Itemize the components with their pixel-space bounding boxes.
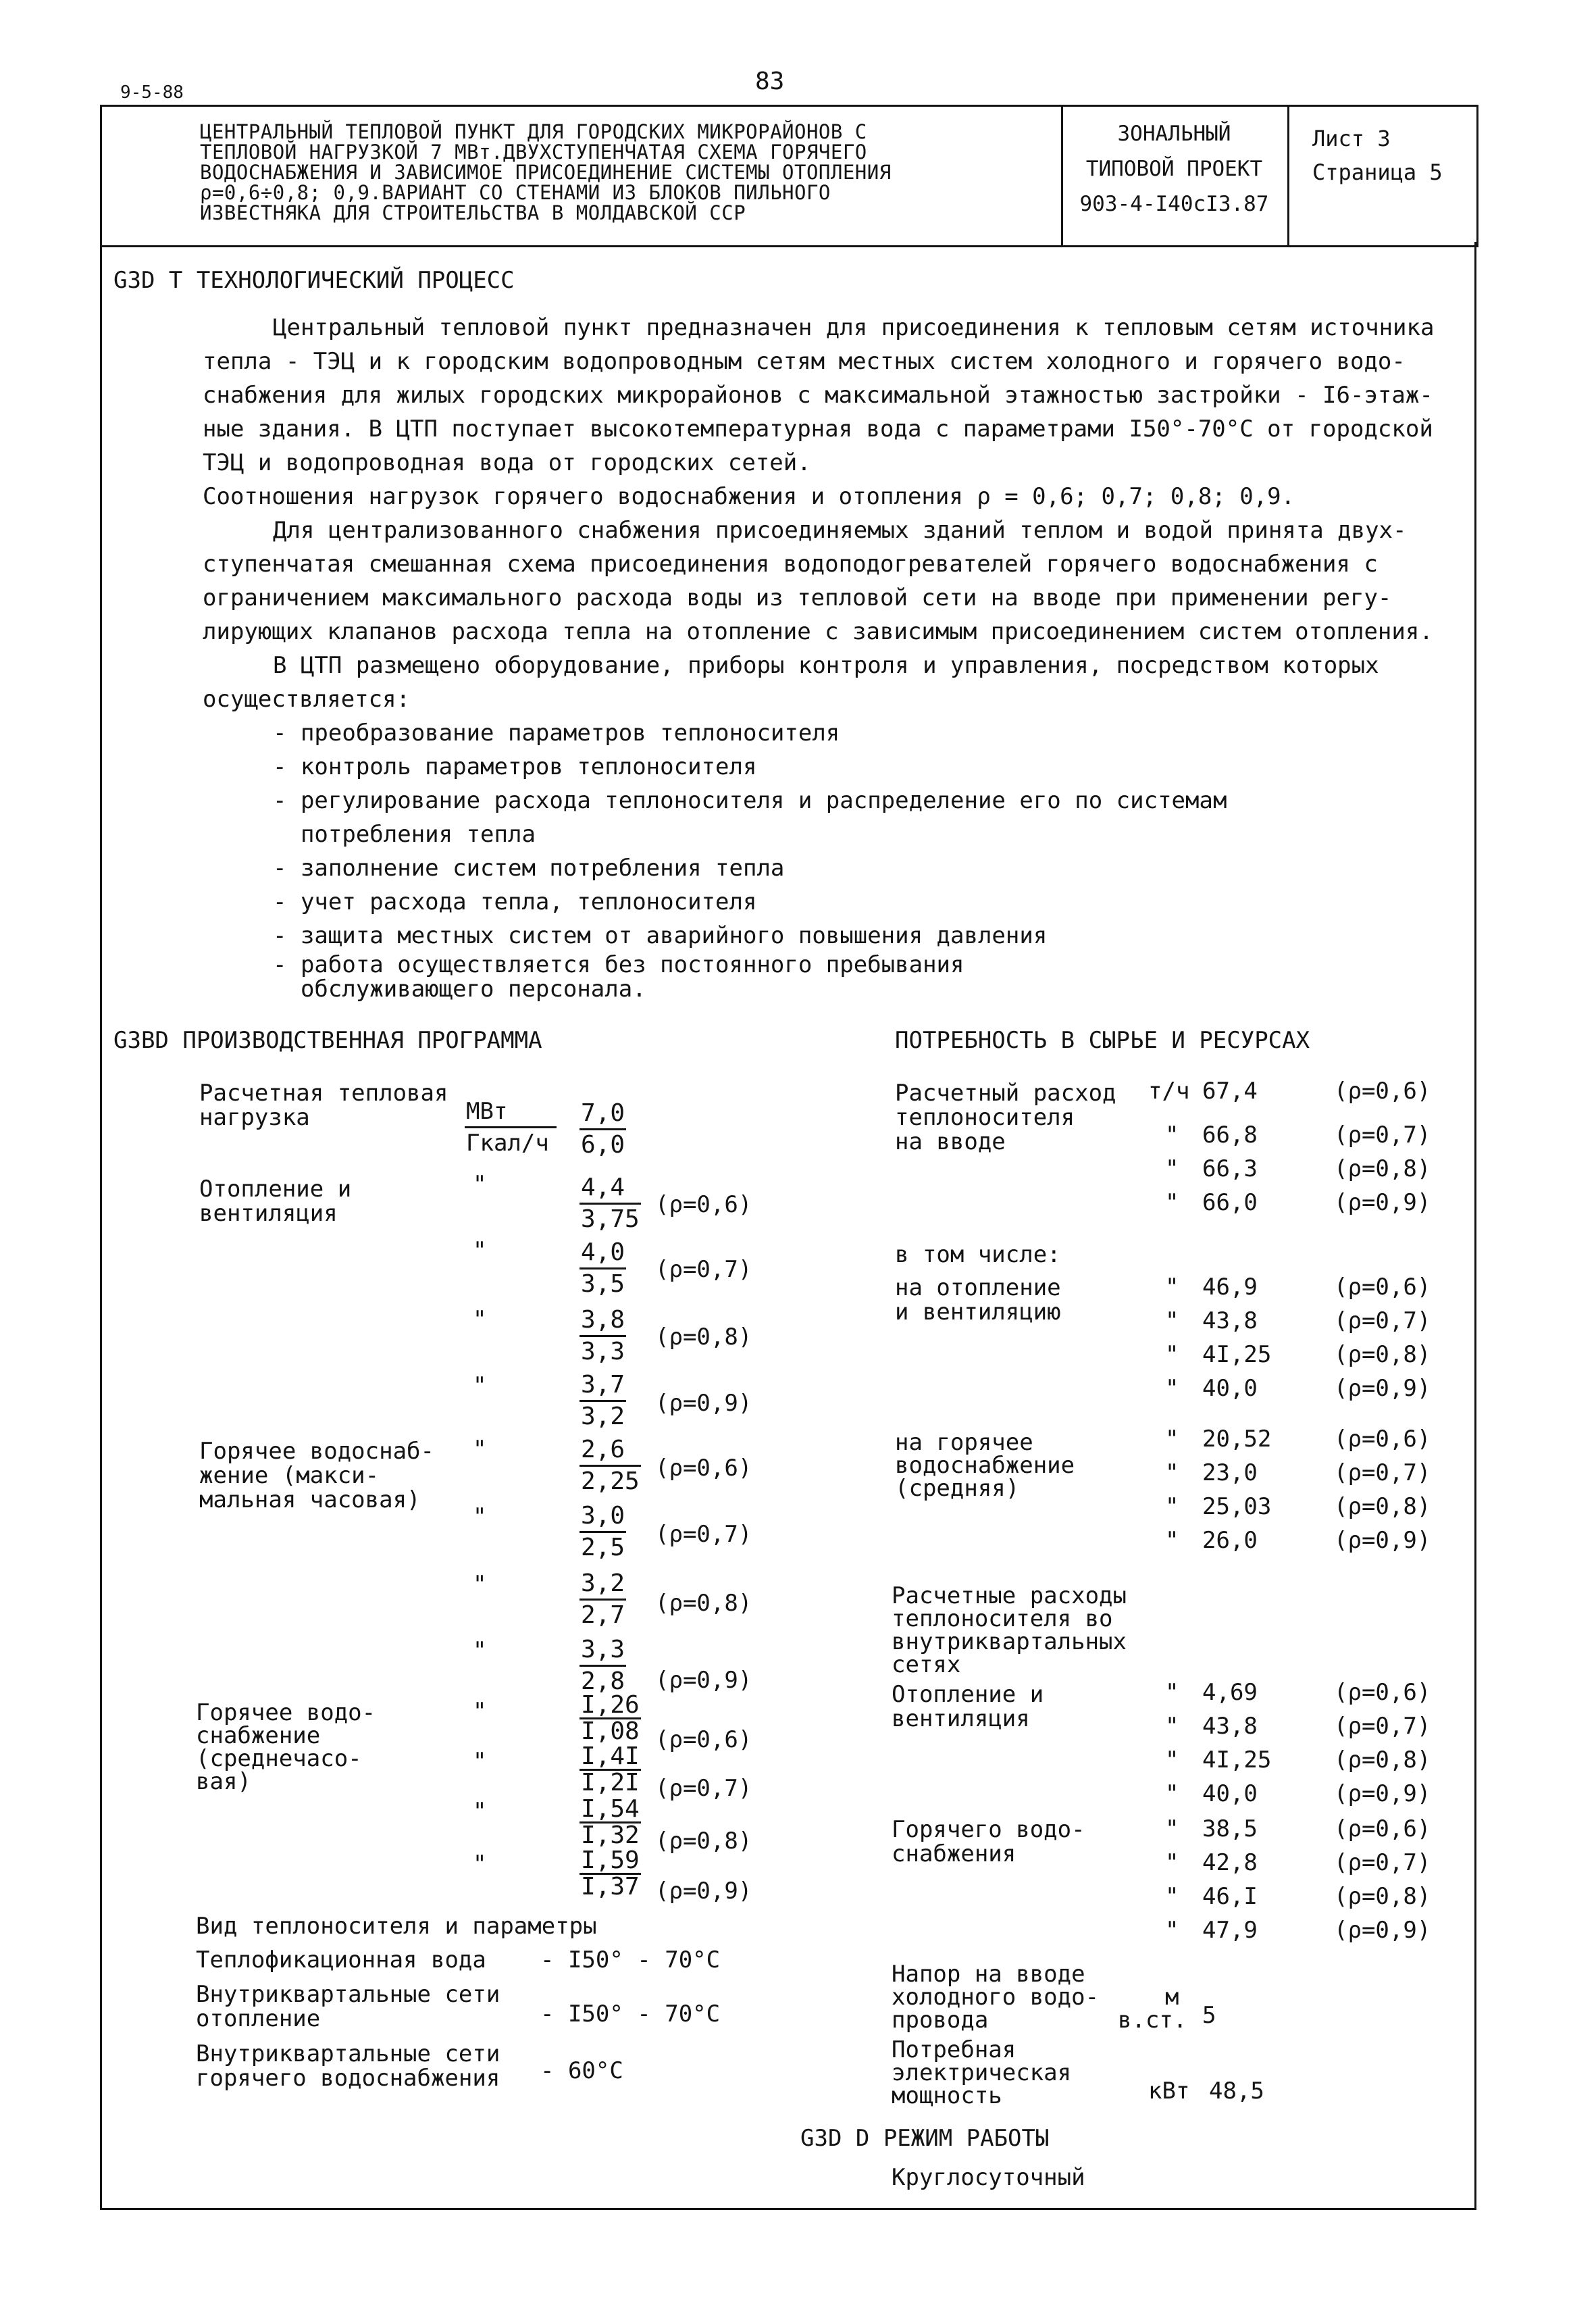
title-block — [100, 105, 1478, 247]
page-label: Страница 5 — [1312, 159, 1443, 185]
paragraph-line: тепла - ТЭЦ и к городским водопроводным сетям местных систем холодного и горячего водо- — [203, 348, 1406, 375]
rho-label: (ρ=0,7) — [655, 1256, 752, 1283]
carrier-heading: Вид теплоносителя и параметры — [196, 1913, 597, 1940]
bullet-item: - защита местных систем от аварийного повышения давления — [273, 922, 1048, 949]
bottom-line — [100, 2208, 1476, 2210]
hot-water-avg-fraction: $\frac{I,4I}{I,2I}$ — [581, 1742, 640, 1796]
paragraph-line: лирующих клапанов расхода тепла на отопление с зависимым присоединением систем отопления. — [203, 618, 1433, 645]
rho-label: (ρ=0,9) — [1334, 1375, 1431, 1402]
including-label: в том числе: — [895, 1241, 1061, 1268]
ditto-mark: " — [473, 1571, 487, 1598]
carrier-value: - 60°С — [540, 2057, 623, 2084]
paragraph-line: ступенчатая смешанная схема присоединения водоподогревателей горячего водоснабжения с — [203, 551, 1378, 578]
section-heading: G3BD ПРОИЗВОДСТВЕННАЯ ПРОГРАММА — [113, 1027, 542, 1054]
paragraph-line: ограничением максимального расхода воды из тепловой сети на вводе при применении регу- — [203, 584, 1392, 611]
value: 4I,25 — [1202, 1746, 1272, 1774]
ditto-mark: " — [1165, 1849, 1179, 1876]
margin-line — [100, 242, 102, 2208]
carrier-label: Внутриквартальные сети горячего водоснабжения — [196, 2040, 500, 2092]
ditto-mark: " — [473, 1237, 487, 1264]
title-line: ИЗВЕСТНЯКА ДЛЯ СТРОИТЕЛЬСТВА В МОЛДАВСКОЙ ССР — [200, 201, 746, 224]
bullet-item: - работа осуществляется без постоянного пребывания — [273, 951, 964, 978]
value: 42,8 — [1202, 1849, 1258, 1876]
rho-label: (ρ=0,7) — [1334, 1713, 1431, 1740]
heating-fraction: $\frac{4,4}{3,75}$ — [581, 1174, 640, 1233]
paragraph-line: В ЦТП размещено оборудование, приборы контроля и управления, посредством которых — [273, 652, 1379, 679]
ditto-mark: " — [1165, 1274, 1179, 1301]
district-heat-label: Отопление и вентиляция — [892, 1681, 1044, 1732]
section-heading: G3D D РЕЖИМ РАБОТЫ — [800, 2125, 1050, 2152]
rho-label: (ρ=0,6) — [1334, 1426, 1431, 1453]
hot-water-max-fraction: $\frac{3,3}{2,8}$ — [581, 1636, 625, 1695]
power-unit: кВт — [1148, 2078, 1190, 2105]
ditto-mark: " — [1165, 1713, 1179, 1740]
bullet-item: - контроль параметров теплоносителя — [273, 753, 757, 780]
unit-underline — [465, 1126, 557, 1128]
rho-label: (ρ=0,7) — [1334, 1307, 1431, 1334]
document-code: 9-5-88 — [120, 82, 184, 103]
hot-water-label: на горячее водоснабжение (средняя) — [895, 1429, 1075, 1502]
rho-label: (ρ=0,7) — [1334, 1849, 1431, 1876]
ditto-mark: " — [473, 1698, 487, 1725]
bullet-item: - преобразование параметров теплоносителя — [273, 720, 840, 747]
ditto-mark: " — [1165, 1375, 1179, 1402]
page-number: 83 — [755, 68, 785, 95]
district-flow-label: Расчетные расходы теплоносителя во внутриквартальных сетях — [892, 1582, 1127, 1678]
value: 47,9 — [1202, 1917, 1258, 1944]
unit-mw: МВт — [466, 1098, 508, 1125]
ditto-mark: " — [1165, 1122, 1179, 1149]
ditto-mark: " — [1165, 1426, 1179, 1453]
hot-water-max-fraction: $\frac{3,2}{2,7}$ — [581, 1569, 625, 1629]
rho-label: (ρ=0,6) — [1334, 1679, 1431, 1706]
ditto-mark: " — [1165, 1883, 1179, 1910]
carrier-label: Внутриквартальные сети отопление — [196, 1981, 500, 2032]
ditto-mark: " — [1165, 1307, 1179, 1334]
ditto-mark: " — [1165, 1459, 1179, 1486]
sheet-number: Лист 3 — [1312, 126, 1391, 151]
bullet-item: обслуживающего персонала. — [273, 976, 646, 1003]
ditto-mark: " — [473, 1372, 487, 1399]
ditto-mark: " — [1165, 1527, 1179, 1554]
ditto-mark: " — [1165, 1815, 1179, 1842]
heating-label: Отопление и вентиляция — [199, 1176, 352, 1227]
value: 43,8 — [1202, 1713, 1258, 1740]
hot-water-avg-fraction: $\frac{I,54}{I,32}$ — [581, 1795, 640, 1849]
rho-label: (ρ=0,6) — [1334, 1274, 1431, 1301]
title-line: ТЕПЛОВОЙ НАГРУЗКОЙ 7 МВт.ДВУХСТУПЕНЧАТАЯ СХЕМА ГОРЯЧЕГО — [200, 141, 867, 164]
heat-label: на отопление и вентиляцию — [895, 1274, 1061, 1326]
rho-label: (ρ=0,6) — [1334, 1078, 1431, 1105]
rho-label: (ρ=0,6) — [655, 1455, 752, 1482]
rho-label: (ρ=0,7) — [1334, 1122, 1431, 1149]
rho-label: (ρ=0,6) — [655, 1191, 752, 1218]
bullet-item: потребления тепла — [273, 821, 536, 848]
ditto-mark: " — [1165, 1780, 1179, 1807]
district-hot-water-label: Горячего водо- снабжения — [892, 1816, 1085, 1867]
flow-unit: т/ч — [1148, 1078, 1190, 1105]
paragraph-line: ные здания. В ЦТП поступает высокотемпературная вода с параметрами I50°-70°С от городской — [203, 416, 1433, 443]
value: 25,03 — [1202, 1493, 1272, 1520]
ditto-mark: " — [1165, 1155, 1179, 1182]
rho-label: (ρ=0,9) — [655, 1667, 752, 1694]
project-line: ТИПОВОЙ ПРОЕКТ — [1085, 157, 1263, 181]
paragraph-line: Для централизованного снабжения присоединяемых зданий теплом и водой принята двух- — [273, 517, 1407, 544]
carrier-label: Теплофикационная вода — [196, 1946, 486, 1973]
bullet-item: - заполнение систем потребления тепла — [273, 855, 785, 882]
rho-label: (ρ=0,8) — [1334, 1746, 1431, 1774]
ditto-mark: " — [1165, 1341, 1179, 1368]
bullet-item: - учет расхода тепла, теплоносителя — [273, 888, 757, 915]
value: 67,4 — [1202, 1078, 1258, 1105]
value: 46,I — [1202, 1883, 1258, 1910]
rho-label: (ρ=0,7) — [655, 1775, 752, 1802]
pressure-unit: м в.ст. — [1118, 1984, 1187, 2034]
section-heading: ПОТРЕБНОСТЬ В СЫРЬЕ И РЕСУРСАХ — [895, 1027, 1310, 1054]
rho-label: (ρ=0,8) — [655, 1828, 752, 1855]
rho-label: (ρ=0,8) — [1334, 1155, 1431, 1182]
value: 26,0 — [1202, 1527, 1258, 1554]
value: 46,9 — [1202, 1274, 1258, 1301]
ditto-mark: " — [473, 1798, 487, 1825]
value: 66,3 — [1202, 1155, 1258, 1182]
project-cell — [1061, 116, 1287, 222]
value: 40,0 — [1202, 1780, 1258, 1807]
rho-label: (ρ=0,7) — [655, 1521, 752, 1548]
rho-label: (ρ=0,9) — [1334, 1189, 1431, 1216]
paragraph-line: ТЭЦ и водопроводная вода от городских сетей. — [203, 449, 811, 476]
pressure-label: Напор на вводе холодного водо- провода — [892, 1961, 1100, 2034]
project-line: ЗОНАЛЬНЫЙ — [1117, 122, 1231, 146]
unit-gcal: Гкал/ч — [466, 1130, 549, 1157]
value: 43,8 — [1202, 1307, 1258, 1334]
carrier-value: - I50° - 70°С — [540, 2001, 721, 2028]
bullet-item: - регулирование расхода теплоносителя и распределение его по системам — [273, 787, 1227, 814]
ditto-mark: " — [473, 1851, 487, 1878]
ditto-mark: " — [473, 1306, 487, 1333]
ditto-mark: " — [473, 1171, 487, 1198]
paragraph-line: осуществляется: — [203, 686, 411, 713]
hot-water-avg-fraction: $\frac{I,26}{I,08}$ — [581, 1691, 640, 1745]
hot-water-avg-label: Горячее водо- снабжение (среднечасо- вая) — [196, 1699, 376, 1795]
project-line: 903-4-I40cI3.87 — [1079, 192, 1269, 216]
value: 38,5 — [1202, 1815, 1258, 1842]
rho-label: (ρ=0,8) — [655, 1324, 752, 1351]
work-mode-value: Круглосуточный — [892, 2164, 1085, 2191]
value: 23,0 — [1202, 1459, 1258, 1486]
paragraph-line: Центральный тепловой пункт предназначен для присоединения к тепловым сетям источника — [273, 314, 1435, 341]
paragraph-line: снабжения для жилых городских микрорайонов с максимальной этажностью застройки - I6-этаж- — [203, 382, 1433, 409]
value: 4I,25 — [1202, 1341, 1272, 1368]
pressure-value: 5 — [1202, 2002, 1216, 2029]
rho-label: (ρ=0,8) — [1334, 1883, 1431, 1910]
rho-label: (ρ=0,9) — [655, 1878, 752, 1905]
rho-label: (ρ=0,9) — [655, 1390, 752, 1417]
ditto-mark: " — [1165, 1493, 1179, 1520]
value: 4,69 — [1202, 1679, 1258, 1706]
title-line: ВОДОСНАБЖЕНИЯ И ЗАВИСИМОЕ ПРИСОЕДИНЕНИЕ СИСТЕМЫ ОТОПЛЕНИЯ — [200, 161, 892, 184]
rho-label: (ρ=0,6) — [1334, 1815, 1431, 1842]
power-value: 48,5 — [1209, 2078, 1264, 2105]
ditto-mark: " — [473, 1637, 487, 1664]
ditto-mark: " — [473, 1436, 487, 1463]
title-text — [200, 122, 892, 223]
hot-water-max-fraction: $\frac{3,0}{2,5}$ — [581, 1502, 625, 1561]
heating-fraction: $\frac{3,8}{3,3}$ — [581, 1306, 625, 1365]
rho-label: (ρ=0,9) — [1334, 1527, 1431, 1554]
rho-label: (ρ=0,9) — [1334, 1780, 1431, 1807]
heating-fraction: $\frac{3,7}{3,2}$ — [581, 1371, 625, 1430]
title-line: ЦЕНТРАЛЬНЫЙ ТЕПЛОВОЙ ПУНКТ ДЛЯ ГОРОДСКИХ МИКРОРАЙОНОВ С — [200, 120, 867, 143]
ditto-mark: " — [1165, 1679, 1179, 1706]
ditto-mark: " — [1165, 1746, 1179, 1774]
ditto-mark: " — [1165, 1917, 1179, 1944]
power-label: Потребная электрическая мощность — [892, 2036, 1072, 2109]
rho-label: (ρ=0,8) — [1334, 1341, 1431, 1368]
value: 66,8 — [1202, 1122, 1258, 1149]
ditto-mark: " — [473, 1748, 487, 1775]
rho-label: (ρ=0,8) — [655, 1590, 752, 1617]
ditto-mark: " — [473, 1503, 487, 1530]
heating-fraction: $\frac{4,0}{3,5}$ — [581, 1238, 625, 1298]
hot-water-max-fraction: $\frac{2,6}{2,25}$ — [581, 1436, 640, 1495]
calc-load-fraction: $\frac{7,0}{6,0}$ — [581, 1099, 625, 1159]
calc-load-label: Расчетная тепловая нагрузка — [199, 1080, 448, 1131]
section-heading: G3D Т ТЕХНОЛОГИЧЕСКИЙ ПРОЦЕСС — [113, 267, 515, 294]
margin-line — [1474, 242, 1476, 2208]
rho-label: (ρ=0,7) — [1334, 1459, 1431, 1486]
hot-water-avg-fraction: $\frac{I,59}{I,37}$ — [581, 1846, 640, 1901]
title-line: ρ=0,6÷0,8; 0,9.ВАРИАНТ СО СТЕНАМИ ИЗ БЛОКОВ ПИЛЬНОГО — [200, 181, 831, 204]
flow-label: Расчетный расход теплоносителя на вводе — [895, 1080, 1116, 1155]
rho-label: (ρ=0,8) — [1334, 1493, 1431, 1520]
value: 66,0 — [1202, 1189, 1258, 1216]
carrier-value: - I50° - 70°С — [540, 1946, 721, 1973]
value: 40,0 — [1202, 1375, 1258, 1402]
paragraph-line: Соотношения нагрузок горячего водоснабжения и отопления ρ = 0,6; 0,7; 0,8; 0,9. — [203, 483, 1295, 510]
rho-label: (ρ=0,9) — [1334, 1917, 1431, 1944]
value: 20,52 — [1202, 1426, 1272, 1453]
hot-water-max-label: Горячее водоснаб- жение (макси- мальная часовая) — [199, 1438, 434, 1513]
ditto-mark: " — [1165, 1189, 1179, 1216]
rho-label: (ρ=0,6) — [655, 1726, 752, 1753]
